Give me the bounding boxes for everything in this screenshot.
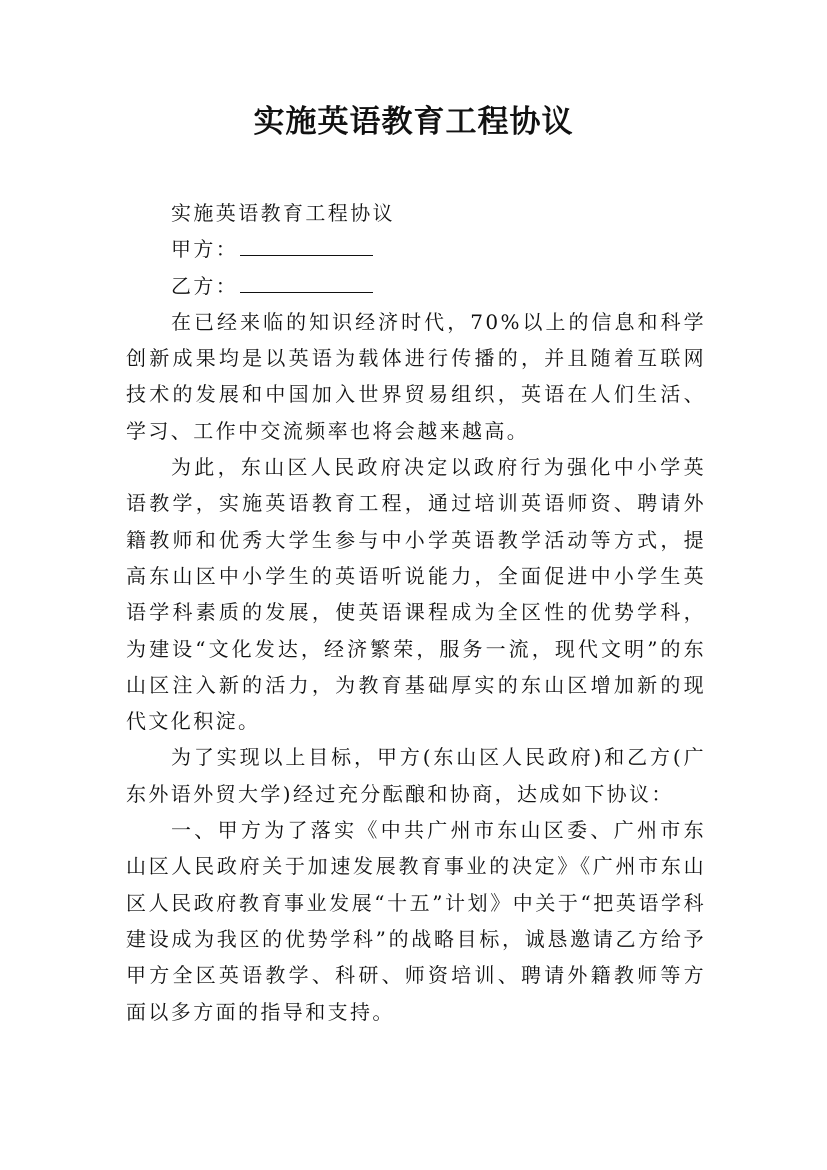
party-b-label: 乙方： [171,273,239,298]
party-b-blank-field [240,270,373,293]
paragraph-agreement-intro: 为了实现以上目标，甲方(东山区人民政府)和乙方(广东外语外贸大学)经过充分酝酿和协商，达成如下协议： [126,745,706,806]
party-a-line [126,231,706,267]
subtitle-line: 实施英语教育工程协议 [171,201,395,225]
party-a-blank-field [240,233,373,256]
party-b-line [126,268,706,304]
document-body [126,195,706,1030]
party-a-label: 甲方： [171,237,239,262]
paragraph-clause-one: 一、甲方为了落实《中共广州市东山区委、广州市东山区人民政府关于加速发展教育事业的决定》《广州市东山区人民政府教育事业发展“十五”计划》中关于“把英语学科建设成为我区的优势学科”的战略目标，诚恳邀请乙方给予甲方全区英语教学、科研、师资培训、聘请外籍教师等方面以多方面的指导和支持。 [126,818,706,1024]
paragraph-government-decision: 为此，东山区人民政府决定以政府行为强化中小学英语教学，实施英语教育工程，通过培训英语师资、聘请外籍教师和优秀大学生参与中小学英语教学活动等方式，提高东山区中小学生的英语听说能力，全面促进中小学生英语学科素质的发展，使英语课程成为全区性的优势学科，为建设“文化发达，经济繁荣，服务一流，现代文明”的东山区注入新的活力，为教育基础厚实的东山区增加新的现代文化积淀。 [126,455,706,734]
document-title: 实施英语教育工程协议 [253,104,574,140]
paragraph-knowledge-economy: 在已经来临的知识经济时代，70%以上的信息和科学创新成果均是以英语为载体进行传播的，并且随着互联网技术的发展和中国加入世界贸易组织，英语在人们生活、学习、工作中交流频率也将会越来越高。 [126,309,706,443]
